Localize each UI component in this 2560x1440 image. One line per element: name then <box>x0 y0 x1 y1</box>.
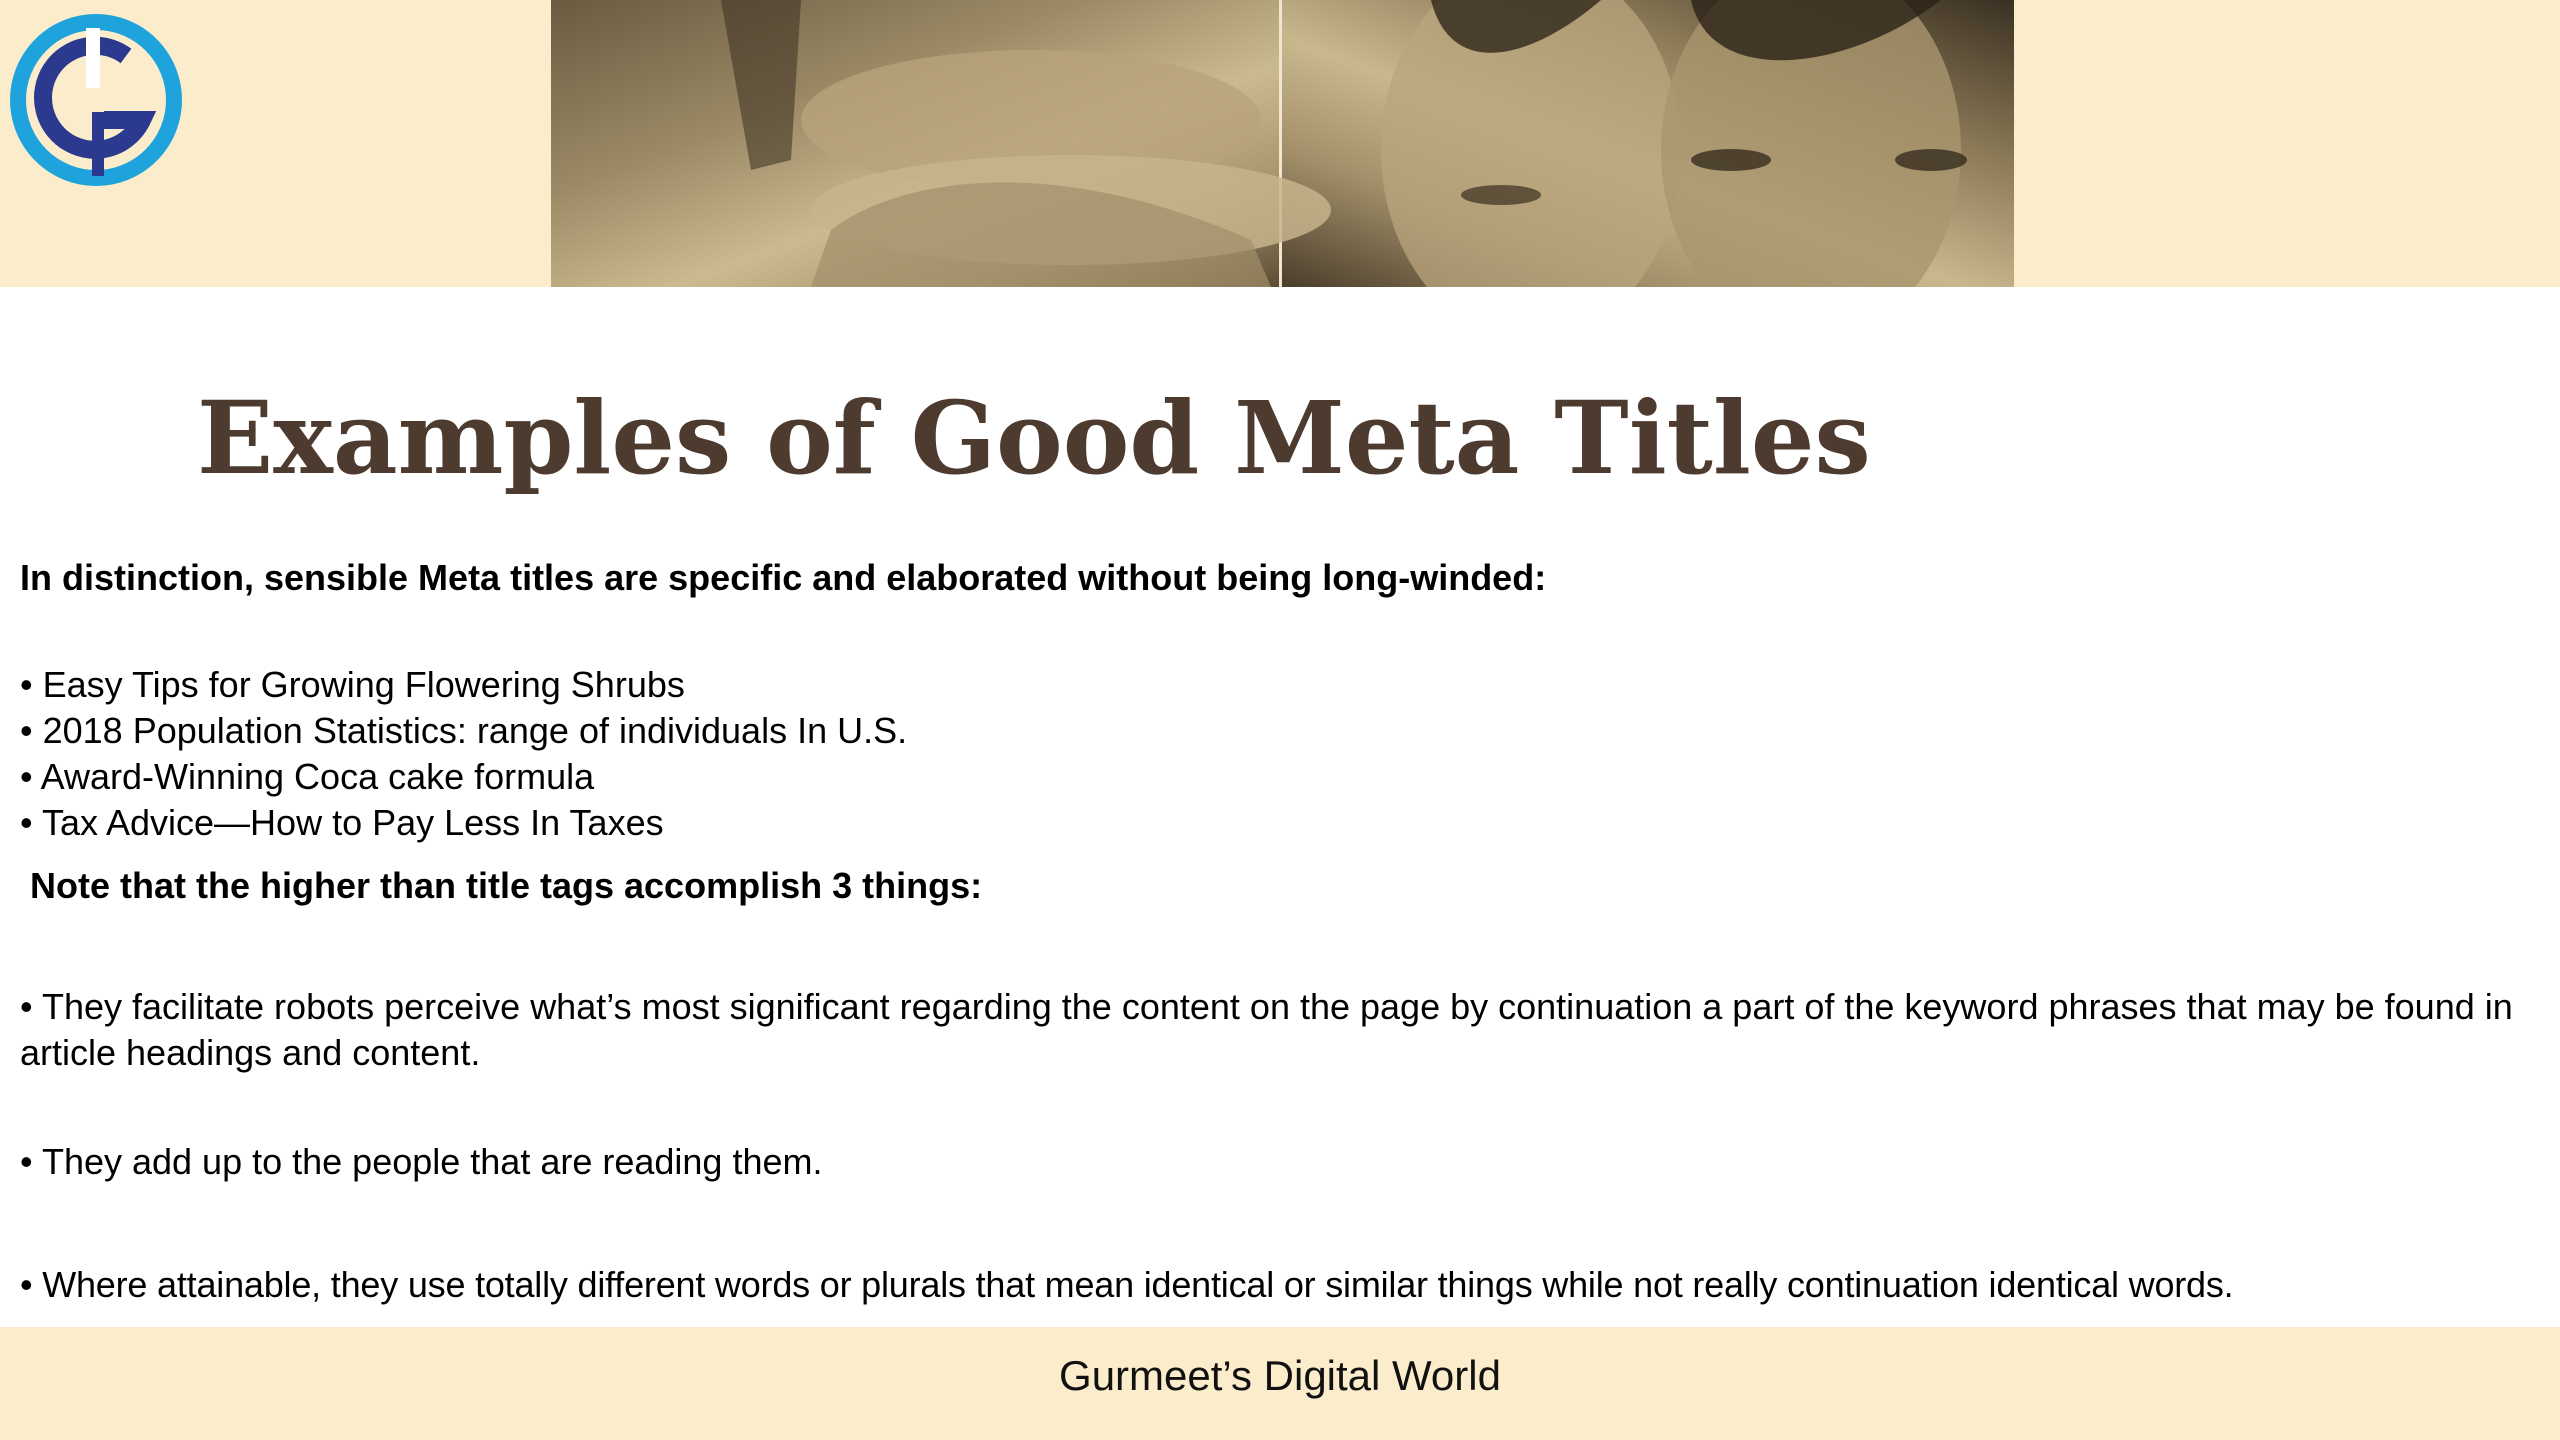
list-item: • Easy Tips for Growing Flowering Shrubs <box>20 664 685 705</box>
list-item: • 2018 Population Statistics: range of individuals In U.S. <box>20 710 908 751</box>
note-text: Note that the higher than title tags accomplish 3 things: <box>30 865 983 906</box>
point-item: • Where attainable, they use totally different words or plurals that mean identical or similar things while not really continuation identical words. <box>20 1264 2234 1305</box>
gd-circle-logo-icon <box>8 12 184 188</box>
list-item: • Award-Winning Coca cake formula <box>20 756 595 797</box>
point-item: • They facilitate robots perceive what’s most significant regarding the content on the page by continuation a part of the keyword phrases that may be found in article headings and content. <box>20 986 2513 1073</box>
examples-list <box>20 662 907 846</box>
banner-image <box>551 0 2014 287</box>
slide-title: Examples of Good Meta Titles <box>197 379 1871 497</box>
point-item: • They add up to the people that are reading them. <box>20 1141 823 1182</box>
intro-text: In distinction, sensible Meta titles are specific and elaborated without being long-winded: <box>20 557 1547 598</box>
footer-text: Gurmeet’s Digital World <box>1059 1352 1501 1399</box>
list-item: • Tax Advice—How to Pay Less In Taxes <box>20 802 664 843</box>
